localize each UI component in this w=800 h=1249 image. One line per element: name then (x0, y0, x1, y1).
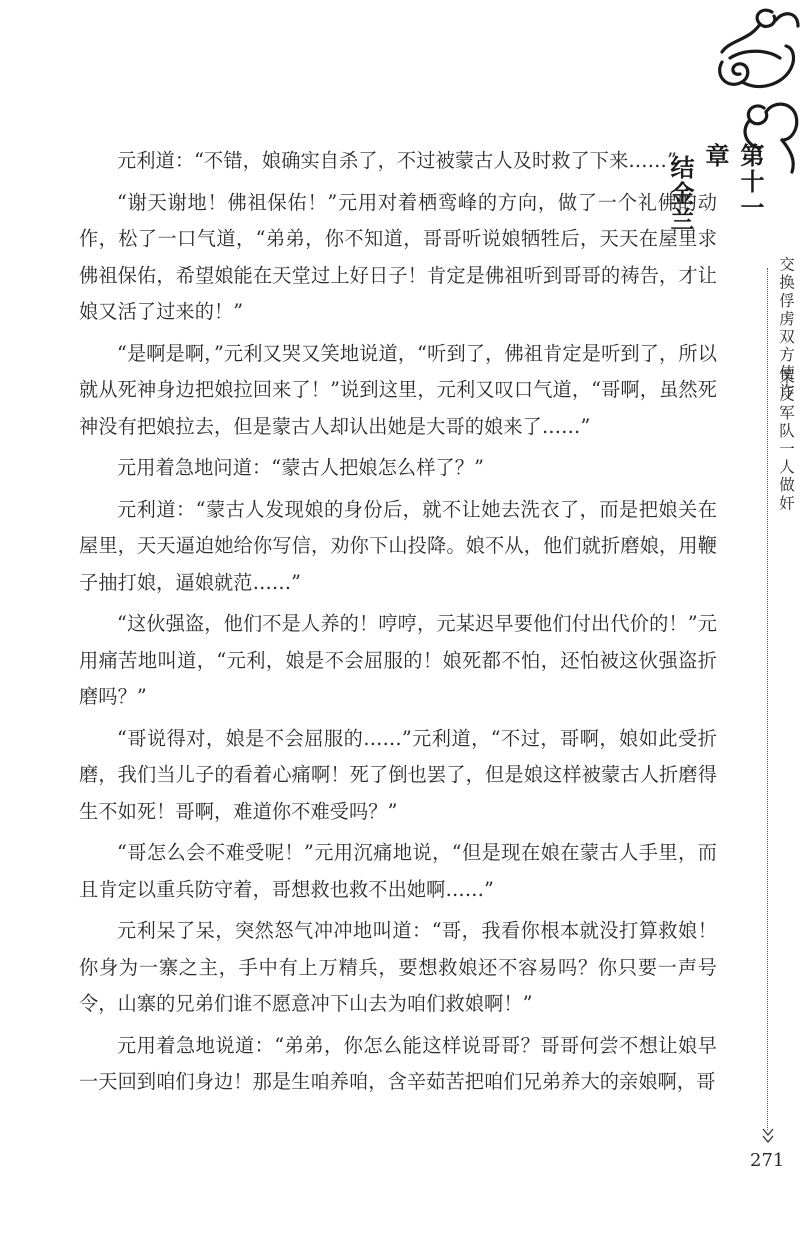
paragraph: “哥说得对，娘是不会屈服的……”元利道，“不过，哥啊，娘如此受折磨，我们当儿子的看着心痛啊！死了倒也罢了，但是娘这样被蒙古人折磨得生不如死！哥啊，难道你不难受吗？” (79, 726, 717, 823)
paragraph: 元利呆了呆，突然怒气冲冲地叫道：“哥，我看你根本就没打算救娘！你身为一寨之主，手中有上万精兵，要想救娘还不容易吗？你只要一声号令，山寨的兄弟们谁不愿意冲下山去为咱们救娘啊！” (79, 919, 717, 1015)
paragraph: 元利道：“蒙古人发现娘的身份后，就不让她去洗衣了，而是把娘关在屋里，天天逼迫她给你写信，劝你下山投降。娘不从，他们就折磨娘，用鞭子抽打娘，逼娘就范……” (79, 497, 717, 594)
chapter-title: 结金兰 (666, 155, 695, 233)
paragraph: 元用着急地问道：“蒙古人把娘怎么样了？” (117, 456, 484, 479)
paragraph: “谢天谢地！佛祖保佑！”元用对着栖鸾峰的方向，做了一个礼佛的动作，松了一口气道，“弟弟，你不知道，哥哥听说娘牺牲后，天天在屋里求佛祖保佑，希望娘能在天堂过上好日子！肯定是佛祖听到哥哥的祷告，才让娘又活了过来的！” (79, 190, 717, 323)
body-text (79, 143, 717, 1106)
chapter-subtitle-2: 策反军队一人做奸 (777, 368, 795, 513)
margin-dotted-rule (767, 268, 768, 1130)
chapter-number: 第十一章 (701, 143, 765, 221)
paragraph: “哥怎么会不难受呢！”元用沉痛地说，“但是现在娘在蒙古人手里，而且肯定以重兵防守着，哥想救也救不出她啊……” (79, 841, 717, 901)
chapter-heading (666, 143, 768, 243)
paragraph: “这伙强盗，他们不是人养的！哼哼，元某迟早要他们付出代价的！”元用痛苦地叫道，“元利，娘是不会屈服的！娘死都不怕，还怕被这伙强盗折磨吗？” (79, 612, 717, 708)
paragraph: 元利道：“不错，娘确实自杀了，不过被蒙古人及时救了下来……” (117, 149, 677, 172)
double-chevron-down-icon (760, 1126, 776, 1148)
paragraph: 元用着急地说道：“弟弟，你怎么能这样说哥哥？哥哥何尝不想让娘早一天回到咱们身边！那是生咱养咱，含辛茹苦把咱们兄弟养大的亲娘啊，哥 (79, 1033, 717, 1093)
chapter-subtitle-1: 交换俘虏双方使诈 (777, 256, 795, 401)
page-number: 271 (750, 1150, 785, 1171)
paragraph: “是啊是啊，”元利又哭又笑地说道，“听到了，佛祖肯定是听到了，所以就从死神身边把娘拉回来了！”说到这里，元利又叹口气道，“哥啊，虽然死神没有把娘拉去，但是蒙古人却认出她是大哥的娘来了……” (79, 341, 717, 438)
